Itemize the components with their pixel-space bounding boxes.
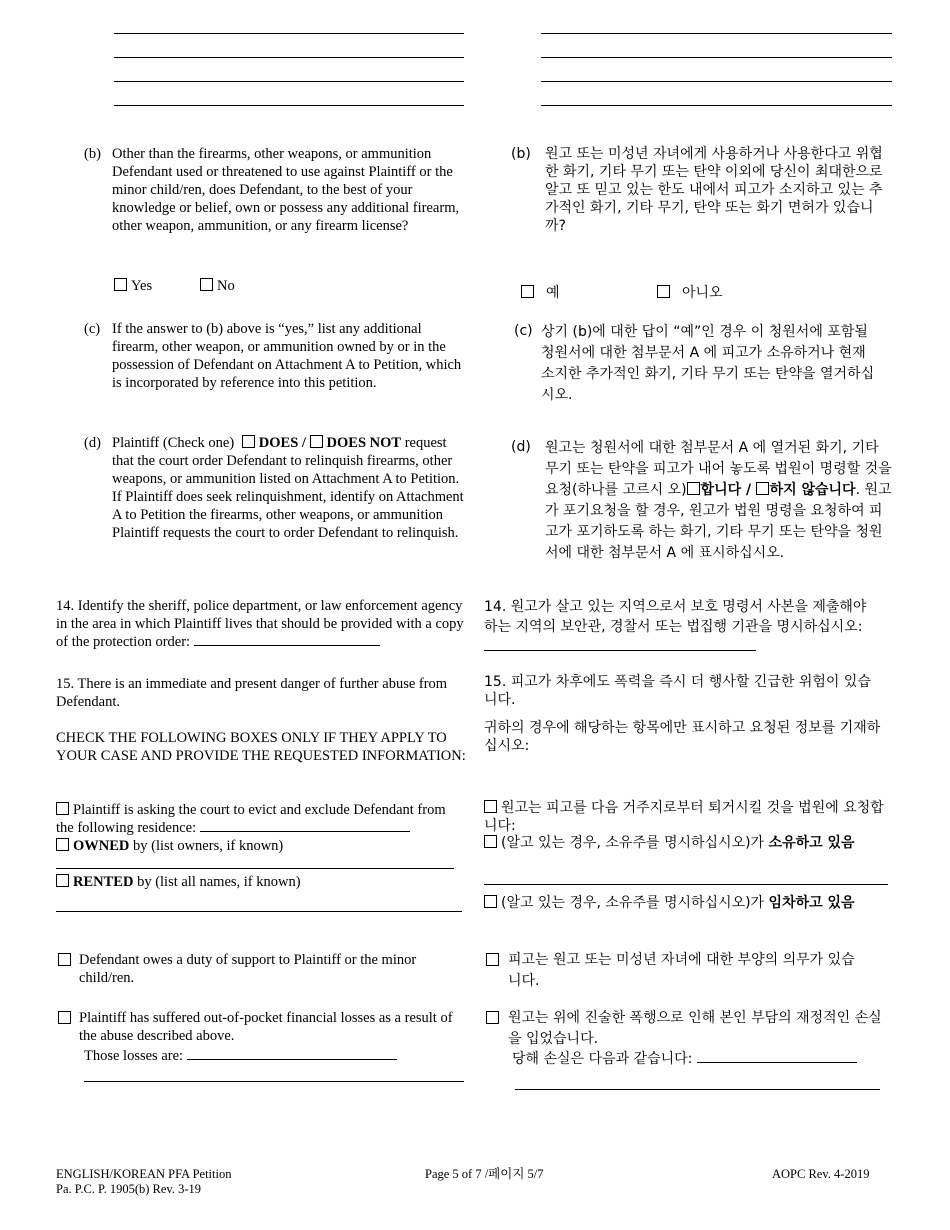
ko-no-label: 아니오 <box>682 285 723 301</box>
ko-law-enforcement-field[interactable] <box>484 638 756 651</box>
ko-check-heading: 귀하의 경우에 해당하는 항목에만 표시하고 요청된 정보를 기재하십시오: <box>484 720 881 754</box>
ko-rented-checkbox[interactable] <box>484 895 497 908</box>
footer-rule: Pa. P.C. P. 1905(b) Rev. 3-19 <box>56 1182 202 1196</box>
ko-does-label: 합니다 / <box>700 482 752 498</box>
does-checkbox[interactable] <box>242 435 255 448</box>
answer-line[interactable] <box>541 81 892 82</box>
ko-yes-label: 예 <box>546 285 560 301</box>
en-14-text: 14. Identify the sheriff, police department, or law enforcement agency in the area in which Plaintiff lives that should be provided with a copy of the protection order: <box>56 598 464 650</box>
ko-does-checkbox[interactable] <box>687 482 700 495</box>
ko-does-not-label: 하지 않습니다 <box>769 482 856 498</box>
ko-losses-field-2[interactable] <box>515 1089 880 1090</box>
ko-c-text: 상기 (b)에 대한 답이 “예”인 경우 이 청원서에 포함될 청원서에 대한 첨부문서 A 에 피고가 소유하거나 현재 소지한 추가적인 화기, 기타 무기 또는 탄약을 열거하십시오. <box>541 324 875 403</box>
rented-checkbox[interactable] <box>56 874 69 887</box>
ko-d-block <box>545 438 893 564</box>
does-not-checkbox[interactable] <box>310 435 323 448</box>
losses-field-2[interactable] <box>84 1081 464 1082</box>
ko-evict-text: 원고는 피고를 다음 거주지로부터 퇴거시킬 것을 법원에 요청합니다: <box>484 800 884 834</box>
rented-label: RENTED <box>73 874 134 890</box>
does-not-label: DOES NOT <box>326 435 402 451</box>
en-d-lead: Plaintiff (Check one) <box>112 435 235 451</box>
ko-losses-text: 원고는 위에 진술한 폭행으로 인해 본인 부담의 재정적인 손실을 입었습니다. <box>508 1010 882 1047</box>
en-evict-item <box>56 801 466 837</box>
ko-d-label: (d) <box>511 439 531 455</box>
residence-field[interactable] <box>200 819 410 832</box>
evict-checkbox[interactable] <box>56 802 69 815</box>
en-c-label: (c) <box>84 321 101 337</box>
no-checkbox[interactable] <box>200 278 213 291</box>
en-item-14 <box>56 597 466 651</box>
ko-evict-item <box>484 799 894 835</box>
en-d-text: request that the court order Defendant to relinquish firearms, other weapons, or ammunition listed on Attachment A to Petition. If Plaintiff does seek relinquishment, identify on Attachment A to Petition the firearms, other weapons, or ammunition Plaintiff requests the court to order Defendant to relinquish. <box>112 435 464 541</box>
answer-line[interactable] <box>541 33 892 34</box>
ko-losses-are <box>512 1050 857 1068</box>
ko-d-text2: . 원고가 포기요청을 할 경우, 원고가 법원 명령을 요청하여 피고가 포기하도록 하는 화기, 기타 무기 또는 탄약을 청원서에 대한 첨부문서 A 에 표시하십시오. <box>545 482 892 561</box>
ko-14-text: 14. 원고가 살고 있는 지역으로서 보호 명령서 사본을 제출해야 하는 지역의 보안관, 경찰서 또는 법집행 기관을 명시하십시오: <box>484 599 867 635</box>
owned-label: OWNED <box>73 838 130 854</box>
answer-line[interactable] <box>541 57 892 58</box>
ko-d-text1: 원고는 청원서에 대한 첨부문서 A 에 열거된 화기, 기타 무기 또는 탄약을 피고가 내어 놓도록 법원이 명령할 것을 요청(하나를 고르시 오) <box>545 440 892 498</box>
en-item-15: 15. There is an immediate and present danger of further abuse from Defendant. <box>56 676 448 710</box>
en-losses-are-label: Those losses are: <box>84 1048 184 1064</box>
ko-c-label: (c) <box>514 323 533 339</box>
ko-item-15: 15. 피고가 차후에도 폭력을 즉시 더 행사할 긴급한 위험이 있습니다. <box>484 674 871 708</box>
rented-rest: by (list all names, if known) <box>133 874 301 890</box>
en-evict-text: Plaintiff is asking the court to evict and exclude Defendant from the following residence: <box>56 802 446 836</box>
ko-yes-option[interactable] <box>521 284 560 302</box>
support-checkbox[interactable] <box>58 953 71 966</box>
en-losses-text: Plaintiff has suffered out-of-pocket financial losses as a result of the abuse described above. <box>79 1010 453 1044</box>
ko-owned-label: 소유하고 있음 <box>768 835 855 851</box>
answer-line[interactable] <box>541 105 892 106</box>
ko-rented-label: 임차하고 있음 <box>768 895 855 911</box>
ko-b-label: (b) <box>511 146 531 162</box>
ko-owners-field[interactable] <box>484 884 888 885</box>
ko-no-option[interactable] <box>657 284 723 302</box>
en-b-label: (b) <box>84 146 101 162</box>
ko-support-item <box>484 950 894 992</box>
en-owned-item <box>56 837 466 855</box>
yes-checkbox[interactable] <box>114 278 127 291</box>
answer-line[interactable] <box>114 105 464 106</box>
en-support-item <box>56 951 466 987</box>
en-b-question: Other than the firearms, other weapons, or ammunition Defendant used or threatened to use against Plaintiff or the minor child/ren, does Defendant, to the best of your knowledge or belief, own or possess any additional firearm, other weapon, ammunition, or any firearm license? <box>112 146 460 234</box>
ko-owned-checkbox[interactable] <box>484 835 497 848</box>
en-d-label: (d) <box>84 435 101 451</box>
losses-checkbox[interactable] <box>58 1011 71 1024</box>
en-rented-item <box>56 873 466 891</box>
ko-no-checkbox[interactable] <box>657 285 670 298</box>
answer-line[interactable] <box>114 81 464 82</box>
ko-item-14 <box>484 597 884 657</box>
ko-does-not-checkbox[interactable] <box>756 482 769 495</box>
ko-losses-field[interactable] <box>697 1050 857 1063</box>
no-label: No <box>217 278 235 294</box>
answer-line[interactable] <box>114 57 464 58</box>
owned-rest: by (list owners, if known) <box>129 838 284 854</box>
ko-yes-checkbox[interactable] <box>521 285 534 298</box>
ko-owned-item <box>484 834 884 852</box>
owners-field[interactable] <box>56 868 454 869</box>
law-enforcement-field[interactable] <box>194 633 380 646</box>
ko-owned-rest: (알고 있는 경우, 소유주를 명시하십시오)가 <box>501 835 769 851</box>
en-losses-are <box>84 1047 397 1065</box>
ko-evict-checkbox[interactable] <box>484 800 497 813</box>
footer-form-name: ENGLISH/KOREAN PFA Petition <box>56 1167 232 1181</box>
does-label: DOES / <box>258 435 306 451</box>
en-no-option[interactable] <box>200 277 235 295</box>
ko-losses-are-label: 당해 손실은 다음과 같습니다: <box>512 1051 693 1067</box>
ko-rented-item <box>484 894 884 912</box>
ko-b-question: 원고 또는 미성년 자녀에게 사용하거나 사용한다고 위협한 화기, 기타 무기 또는 탄약 이외에 당신이 최대한으로 알고 또 믿고 있는 한도 내에서 피고가 소지하고 있는 추가적인 화기, 기타 무기, 탄약 또는 화기 면허가 있습니까? <box>545 146 883 234</box>
owned-checkbox[interactable] <box>56 838 69 851</box>
en-yes-option[interactable] <box>114 277 152 295</box>
footer-page-number: Page 5 of 7 /페이지 5/7 <box>425 1167 544 1181</box>
ko-losses-item <box>484 1008 894 1050</box>
answer-line[interactable] <box>114 33 464 34</box>
en-c-text: If the answer to (b) above is “yes,” list any additional firearm, other weapon, or ammunition owned by or in the possession of Defendant on Attachment A to Petition, which is incorporated by reference into this petition. <box>112 321 462 391</box>
ko-support-checkbox[interactable] <box>486 953 499 966</box>
ko-support-text: 피고는 원고 또는 미성년 자녀에 대한 부양의 의무가 있습니다. <box>508 952 855 989</box>
ko-losses-checkbox[interactable] <box>486 1011 499 1024</box>
en-support-text: Defendant owes a duty of support to Plaintiff or the minor child/ren. <box>79 952 417 986</box>
yes-label: Yes <box>131 278 153 294</box>
ko-rented-rest: (알고 있는 경우, 소유주를 명시하십시오)가 <box>501 895 769 911</box>
en-check-heading: CHECK THE FOLLOWING BOXES ONLY IF THEY APPLY TO YOUR CASE AND PROVIDE THE REQUESTED INFORMATION: <box>56 730 466 764</box>
losses-field[interactable] <box>187 1047 397 1060</box>
en-d-block <box>112 434 467 542</box>
footer-revision: AOPC Rev. 4-2019 <box>772 1167 870 1181</box>
en-losses-item <box>56 1009 466 1045</box>
renters-field[interactable] <box>56 911 462 912</box>
